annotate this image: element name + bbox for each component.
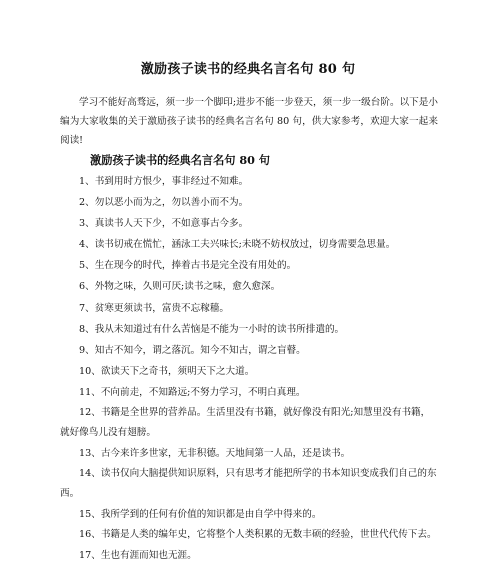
item-number: 11、 <box>79 386 101 398</box>
list-item <box>60 234 438 255</box>
item-text: 勿以恶小而为之，勿以善小而不为。 <box>94 197 249 209</box>
item-text: 贫寒更须读书，富贵不忘稼穑。 <box>94 302 230 314</box>
item-text: 读书切戒在慌忙，涵泳工夫兴味长;未晓不妨权放过，切身需要急思量。 <box>94 239 396 251</box>
item-text: 书到用时方恨少，事非经过不知难。 <box>94 176 249 187</box>
list-item <box>60 171 438 192</box>
list-item <box>60 298 438 319</box>
list-item <box>60 276 438 297</box>
item-number: 9、 <box>79 344 95 356</box>
item-text: 真读书人天下少，不如意事古今多。 <box>94 218 249 230</box>
item-text: 读书仅向大脑提供知识原料，只有思考才能把所学的书本知识变成我们自己的东西。 <box>60 468 437 500</box>
page-title: 激励孩子读书的经典名言名句 80 句 <box>140 62 356 77</box>
item-number: 6、 <box>79 281 95 293</box>
list-item <box>60 403 438 443</box>
item-number: 13、 <box>79 448 101 460</box>
item-text: 外物之味，久则可厌;读书之味，愈久愈深。 <box>94 281 281 293</box>
item-number: 17、 <box>79 550 101 562</box>
list-item <box>60 443 438 464</box>
item-number: 7、 <box>79 302 95 314</box>
quote-list <box>60 171 438 566</box>
item-number: 3、 <box>79 218 95 230</box>
list-item <box>60 361 438 382</box>
item-number: 4、 <box>79 239 95 251</box>
intro-paragraph: 学习不能好高骛远，须一步一个脚印;进步不能一步登天，须一步一级台阶。以下是小编为大家收集的关于激励孩子读书的经典名言名句 80 句，供大家参考，欢迎大家一起来阅读! <box>60 97 438 146</box>
list-item <box>60 525 438 545</box>
item-number: 16、 <box>79 529 101 541</box>
list-item <box>60 255 438 276</box>
item-number: 12、 <box>79 407 101 419</box>
item-text: 古今来许多世家，无非积德。天地间第一人品，还是读书。 <box>100 448 351 460</box>
list-item <box>60 382 438 403</box>
item-text: 生也有涯而知也无涯。 <box>100 550 197 562</box>
list-item <box>60 464 438 504</box>
item-number: 5、 <box>79 260 95 272</box>
list-item <box>60 213 438 234</box>
list-item <box>60 340 438 361</box>
section-heading: 激励孩子读书的经典名言名句 80 句 <box>90 153 270 167</box>
list-item <box>60 319 438 340</box>
item-number: 8、 <box>79 323 95 335</box>
item-text: 我所学到的任何有价值的知识都是由自学中得来的。 <box>100 509 322 521</box>
list-item <box>60 545 438 566</box>
item-text: 知古不知今，谓之落沉。知今不知古，谓之盲瞽。 <box>94 344 306 356</box>
item-number: 15、 <box>79 509 101 521</box>
item-number: 2、 <box>79 197 95 209</box>
item-number: 10、 <box>79 365 101 377</box>
item-text: 不向前走，不知路远;不努力学习，不明白真理。 <box>100 386 306 398</box>
item-text: 书籍是全世界的营养品。生活里没有书籍，就好像没有阳光;知慧里没有书籍，就好像鸟儿没有翅膀。 <box>60 407 431 439</box>
item-text: 欲读天下之奇书，须明天下之大道。 <box>100 365 255 377</box>
item-text: 我从未知道过有什么苦恼是不能为一小时的读书所排遣的。 <box>94 323 345 335</box>
item-number: 14、 <box>79 468 101 480</box>
item-text: 生在现今的时代，捧着古书是完全没有用处的。 <box>94 260 297 272</box>
list-item <box>60 504 438 525</box>
item-number: 1、 <box>79 176 95 187</box>
list-item <box>60 192 438 213</box>
item-text: 书籍是人类的编年史，它将整个人类积累的无数丰硕的经验，世世代代传下去。 <box>100 529 437 541</box>
